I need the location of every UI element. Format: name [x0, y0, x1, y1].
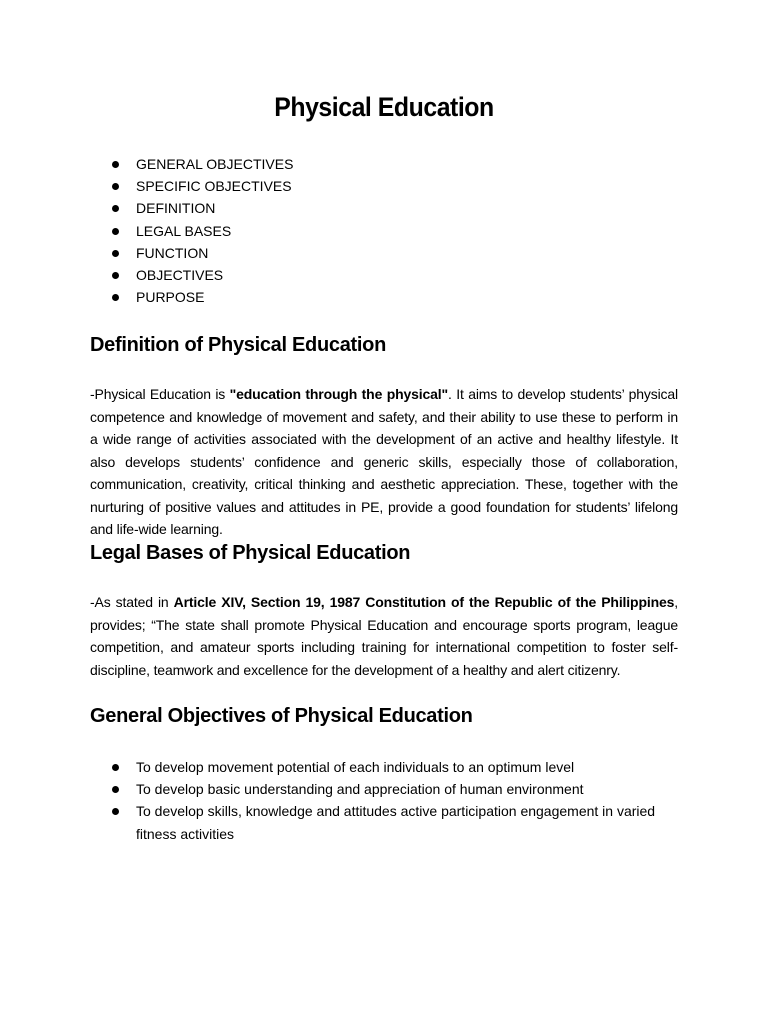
- list-item: [112, 286, 678, 308]
- bullet-icon: [112, 228, 119, 235]
- bullet-icon: [112, 272, 119, 279]
- list-item: [112, 220, 678, 242]
- bullet-icon: [112, 294, 119, 301]
- list-item-text: GENERAL OBJECTIVES: [136, 156, 294, 172]
- list-item-text: OBJECTIVES: [136, 267, 224, 284]
- list-item: [112, 153, 678, 175]
- page-title: Physical Education: [274, 92, 494, 122]
- definition-emphasis: "education through the physical": [229, 386, 449, 402]
- legal-body: , provides; “The state shall promote Physical Education and encourage sports program, league competition, and amateur sports including training for international competition to foster self-discipline, teamwork and excellence for the development of a healthy and alert citizenry.: [90, 594, 679, 678]
- bullet-icon: [112, 183, 119, 190]
- list-item-text: LEGAL BASES: [136, 222, 232, 239]
- bullet-icon: [112, 161, 119, 168]
- legal-bases-paragraph: [90, 591, 678, 681]
- legal-lead: -As stated in: [90, 594, 174, 610]
- definition-heading: Definition of Physical Education: [90, 334, 386, 356]
- legal-bases-heading: Legal Bases of Physical Education: [90, 542, 411, 564]
- list-item-text: PURPOSE: [136, 289, 205, 306]
- definition-lead: -Physical Education is: [90, 386, 230, 402]
- topics-list: [112, 153, 678, 308]
- list-item-text: DEFINITION: [136, 200, 216, 217]
- bullet-icon: [112, 786, 119, 793]
- list-item: [112, 264, 678, 286]
- list-item-text: FUNCTION: [136, 244, 209, 261]
- legal-emphasis: Article XIV, Section 19, 1987 Constitution of the Republic of the Philippines: [173, 594, 675, 610]
- list-item-text: To develop skills, knowledge and attitudes active participation engagement in varied fitness activities: [136, 803, 656, 842]
- general-objectives-list: [112, 756, 678, 845]
- bullet-icon: [112, 205, 119, 212]
- list-item: [112, 242, 678, 264]
- list-item-text: To develop basic understanding and appreciation of human environment: [136, 781, 584, 798]
- list-item: [112, 197, 678, 219]
- list-item: [112, 778, 678, 800]
- list-item: [112, 756, 678, 778]
- bullet-icon: [112, 808, 119, 815]
- general-objectives-heading: General Objectives of Physical Education: [90, 705, 473, 727]
- list-item: [112, 175, 678, 197]
- list-item: [112, 800, 678, 844]
- definition-paragraph: [90, 383, 678, 541]
- bullet-icon: [112, 250, 119, 257]
- list-item-text: SPECIFIC OBJECTIVES: [136, 178, 292, 195]
- definition-body: . It aims to develop students’ physical competence and knowledge of movement and safety, and their ability to use these to perform in a wide range of activities associated with the development of an active and healthy lifestyle. It also develops students’ confidence and generic skills, especially those of collaboration, communication, creativity, critical thinking and aesthetic appreciation. These, together with the nurturing of positive values and attitudes in PE, provide a good foundation for students’ lifelong and life-wide learning.: [90, 386, 678, 537]
- bullet-icon: [112, 764, 119, 771]
- list-item-text: To develop movement potential of each individuals to an optimum level: [136, 759, 575, 775]
